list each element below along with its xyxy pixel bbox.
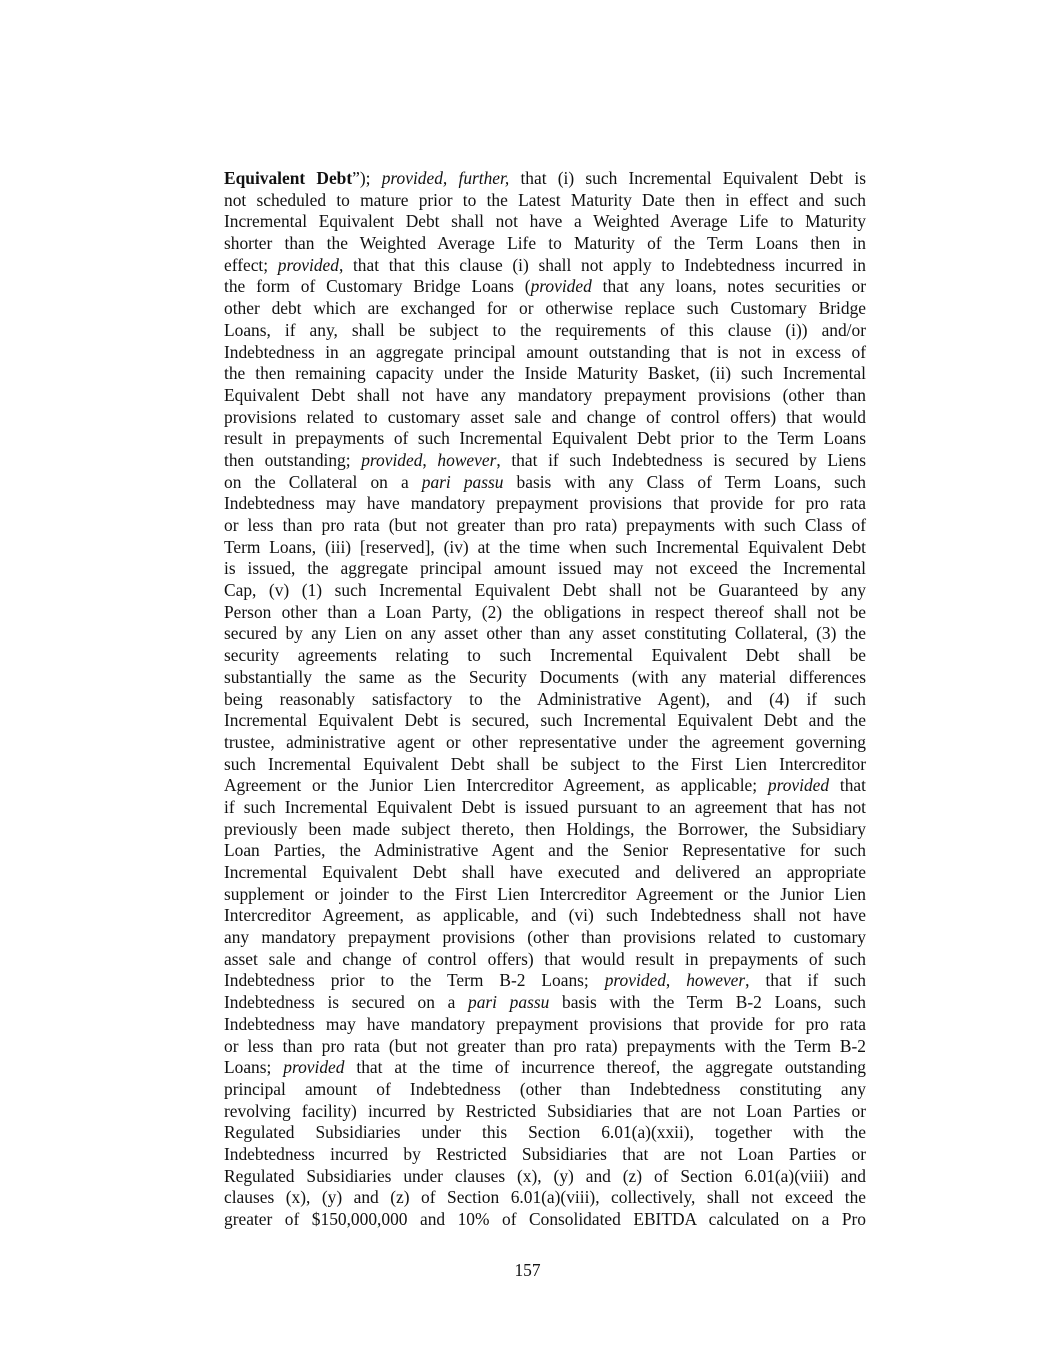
text-line (224, 970, 866, 992)
text-segment: supplement or joinder to the First Lien Intercreditor Agreement or the Junior Lien (224, 883, 866, 904)
text-segment: that at the time of incurrence thereof, the aggregate outstanding (344, 1057, 866, 1078)
emphasis-text: provided (530, 276, 592, 297)
text-segment: clauses (x), (y) and (z) of Section 6.01(a)(viii), collectively, shall not exceed the (224, 1187, 866, 1208)
text-segment: Incremental Equivalent Debt shall not have a Weighted Average Life to Maturity (224, 211, 866, 232)
text-segment: greater of $150,000,000 and 10% of Consolidated EBITDA calculated on a Pro (224, 1209, 866, 1229)
text-segment: security agreements relating to such Incremental Equivalent Debt shall be (224, 645, 866, 666)
emphasis-text: provided (283, 1057, 345, 1078)
defined-term: Equivalent Debt (224, 168, 353, 188)
text-segment: , that if such Indebtedness is secured by Liens (496, 449, 866, 470)
text-line (224, 862, 866, 884)
text-line (224, 428, 866, 450)
text-segment: basis with the Term B-2 Loans, such (549, 992, 866, 1013)
text-line (224, 1209, 866, 1231)
text-segment: Indebtedness may have mandatory prepayment provisions that provide for pro rata (224, 493, 866, 514)
text-line (224, 927, 866, 949)
text-segment: Indebtedness is secured on a (224, 992, 469, 1013)
text-line (224, 342, 866, 364)
text-segment: asset sale and change of control offers) that would result in prepayments of such (224, 948, 866, 969)
text-segment: , (422, 449, 438, 470)
document-body (224, 168, 866, 1231)
text-line (224, 168, 866, 190)
text-segment: Equivalent Debt shall not have any mandatory prepayment provisions (other than (224, 384, 866, 405)
text-line (224, 689, 866, 711)
text-segment: Incremental Equivalent Debt is secured, such Incremental Equivalent Debt and the (224, 710, 866, 731)
text-segment: previously been made subject thereto, then Holdings, the Borrower, the Subsidiary (224, 818, 866, 839)
emphasis-text: however (686, 970, 746, 991)
text-segment: substantially the same as the Security Documents (with any material differences (224, 666, 866, 687)
text-line (224, 602, 866, 624)
text-segment: Loans; (224, 1057, 284, 1078)
text-line (224, 797, 866, 819)
text-line (224, 363, 866, 385)
text-line (224, 1079, 866, 1101)
text-line (224, 1036, 866, 1058)
text-line (224, 884, 866, 906)
text-segment: if such Incremental Equivalent Debt is issued pursuant to an agreement that has not (224, 796, 866, 817)
text-line (224, 1101, 866, 1123)
text-line (224, 537, 866, 559)
text-line (224, 710, 866, 732)
text-line (224, 732, 866, 754)
text-line (224, 754, 866, 776)
text-line (224, 1014, 866, 1036)
text-line (224, 320, 866, 342)
text-line (224, 255, 866, 277)
text-line (224, 1166, 866, 1188)
text-segment: principal amount of Indebtedness (other than Indebtedness constituting any (224, 1078, 866, 1099)
text-segment: that (i) such Incremental Equivalent Debt is (509, 168, 866, 188)
emphasis-text: provided (767, 775, 830, 796)
text-segment: trustee, administrative agent or other representative under the agreement governing (224, 731, 866, 752)
text-line (224, 667, 866, 689)
text-segment: , (665, 970, 687, 991)
page-number: 157 (514, 1260, 541, 1280)
text-line (224, 645, 866, 667)
text-line (224, 840, 866, 862)
text-line (224, 407, 866, 429)
text-line (224, 515, 866, 537)
text-segment: that (829, 775, 866, 796)
text-segment: revolving facility) incurred by Restricted Subsidiaries that are not Loan Parties or (224, 1100, 866, 1121)
text-segment: , that if such (745, 970, 866, 991)
text-segment: such Incremental Equivalent Debt shall be subject to the First Lien Intercreditor (224, 753, 866, 774)
text-line (224, 276, 866, 298)
text-line (224, 211, 866, 233)
text-segment: the then remaining capacity under the Inside Maturity Basket, (ii) such Incremental (224, 363, 866, 384)
text-segment: Intercreditor Agreement, as applicable, and (vi) such Indebtedness shall not have (224, 905, 866, 926)
text-segment: Agreement or the Junior Lien Intercreditor Agreement, as applicable; (224, 775, 768, 796)
text-segment: Regulated Subsidiaries under this Section 6.01(a)(xxii), together with the (224, 1122, 866, 1143)
text-segment: then outstanding; (224, 449, 362, 470)
text-segment: , that that this clause (i) shall not apply to Indebtedness incurred in (338, 254, 867, 275)
text-segment: Cap, (v) (1) such Incremental Equivalent Debt shall not be Guaranteed by any (224, 580, 866, 601)
text-segment: is issued, the aggregate principal amount issued may not exceed the Incremental (224, 558, 866, 579)
text-line (224, 1057, 866, 1079)
text-segment: ”); (352, 168, 382, 188)
text-segment: Loan Parties, the Administrative Agent and the Senior Representative for such (224, 840, 866, 861)
text-segment: Incremental Equivalent Debt shall have executed and delivered an appropriate (224, 862, 866, 882)
text-segment: Loans, if any, shall be subject to the requirements of this clause (i)) and/or (224, 319, 866, 340)
text-line (224, 1144, 866, 1166)
emphasis-text: pari passu (421, 471, 504, 492)
text-line (224, 775, 866, 797)
text-segment: Indebtedness prior to the Term B-2 Loans; (224, 970, 605, 991)
text-segment: not scheduled to mature prior to the Latest Maturity Date then in effect and such (224, 189, 866, 210)
text-line (224, 1122, 866, 1144)
emphasis-text: pari passu (468, 992, 550, 1013)
text-segment: any mandatory prepayment provisions (other than provisions related to customary (224, 927, 866, 948)
emphasis-text: provided (604, 970, 666, 991)
text-segment: or less than pro rata (but not greater than pro rata) prepayments with such Class of (224, 515, 866, 535)
text-line (224, 580, 866, 602)
text-line (224, 949, 866, 971)
text-segment: shorter than the Weighted Average Life to Maturity of the Term Loans then in (224, 233, 866, 254)
text-segment: provisions related to customary asset sale and change of control offers) that would (224, 406, 866, 427)
emphasis-text: however (437, 449, 497, 470)
text-segment: secured by any Lien on any asset other than any asset constituting Collateral, (3) the (224, 623, 866, 644)
text-segment: that any loans, notes securities or (591, 276, 866, 297)
text-line (224, 233, 866, 255)
text-line (224, 819, 866, 841)
text-line (224, 385, 866, 407)
emphasis-text: provided (277, 254, 339, 275)
emphasis-text: provided (361, 449, 423, 470)
text-segment: or less than pro rata (but not greater than pro rata) prepayments with the Term B-2 (224, 1035, 866, 1056)
emphasis-text: provided, further, (381, 168, 510, 188)
text-line (224, 905, 866, 927)
text-line (224, 623, 866, 645)
text-segment: Indebtedness incurred by Restricted Subsidiaries that are not Loan Parties or (224, 1143, 866, 1164)
text-segment: Term Loans, (iii) [reserved], (iv) at the time when such Incremental Equivalent Debt (224, 536, 866, 557)
text-line (224, 992, 866, 1014)
text-line (224, 472, 866, 494)
text-line (224, 450, 866, 472)
text-segment: the form of Customary Bridge Loans ( (224, 276, 531, 297)
text-line (224, 298, 866, 320)
text-line (224, 1187, 866, 1209)
text-line (224, 190, 866, 212)
text-segment: Person other than a Loan Party, (2) the obligations in respect thereof shall not be (224, 601, 866, 622)
text-segment: Indebtedness may have mandatory prepayment provisions that provide for pro rata (224, 1013, 866, 1034)
text-line (224, 493, 866, 515)
text-segment: being reasonably satisfactory to the Administrative Agent), and (4) if such (224, 688, 866, 709)
text-segment: other debt which are exchanged for or otherwise replace such Customary Bridge (224, 298, 866, 319)
text-segment: Indebtedness in an aggregate principal amount outstanding that is not in excess of (224, 341, 866, 362)
text-line (224, 558, 866, 580)
text-segment: on the Collateral on a (224, 471, 422, 492)
text-segment: Regulated Subsidiaries under clauses (x), (y) and (z) of Section 6.01(a)(viii) and (224, 1165, 866, 1186)
text-segment: effect; (224, 254, 278, 275)
text-segment: result in prepayments of such Incremental Equivalent Debt prior to the Term Loans (224, 428, 866, 449)
text-segment: basis with any Class of Term Loans, such (503, 471, 866, 492)
